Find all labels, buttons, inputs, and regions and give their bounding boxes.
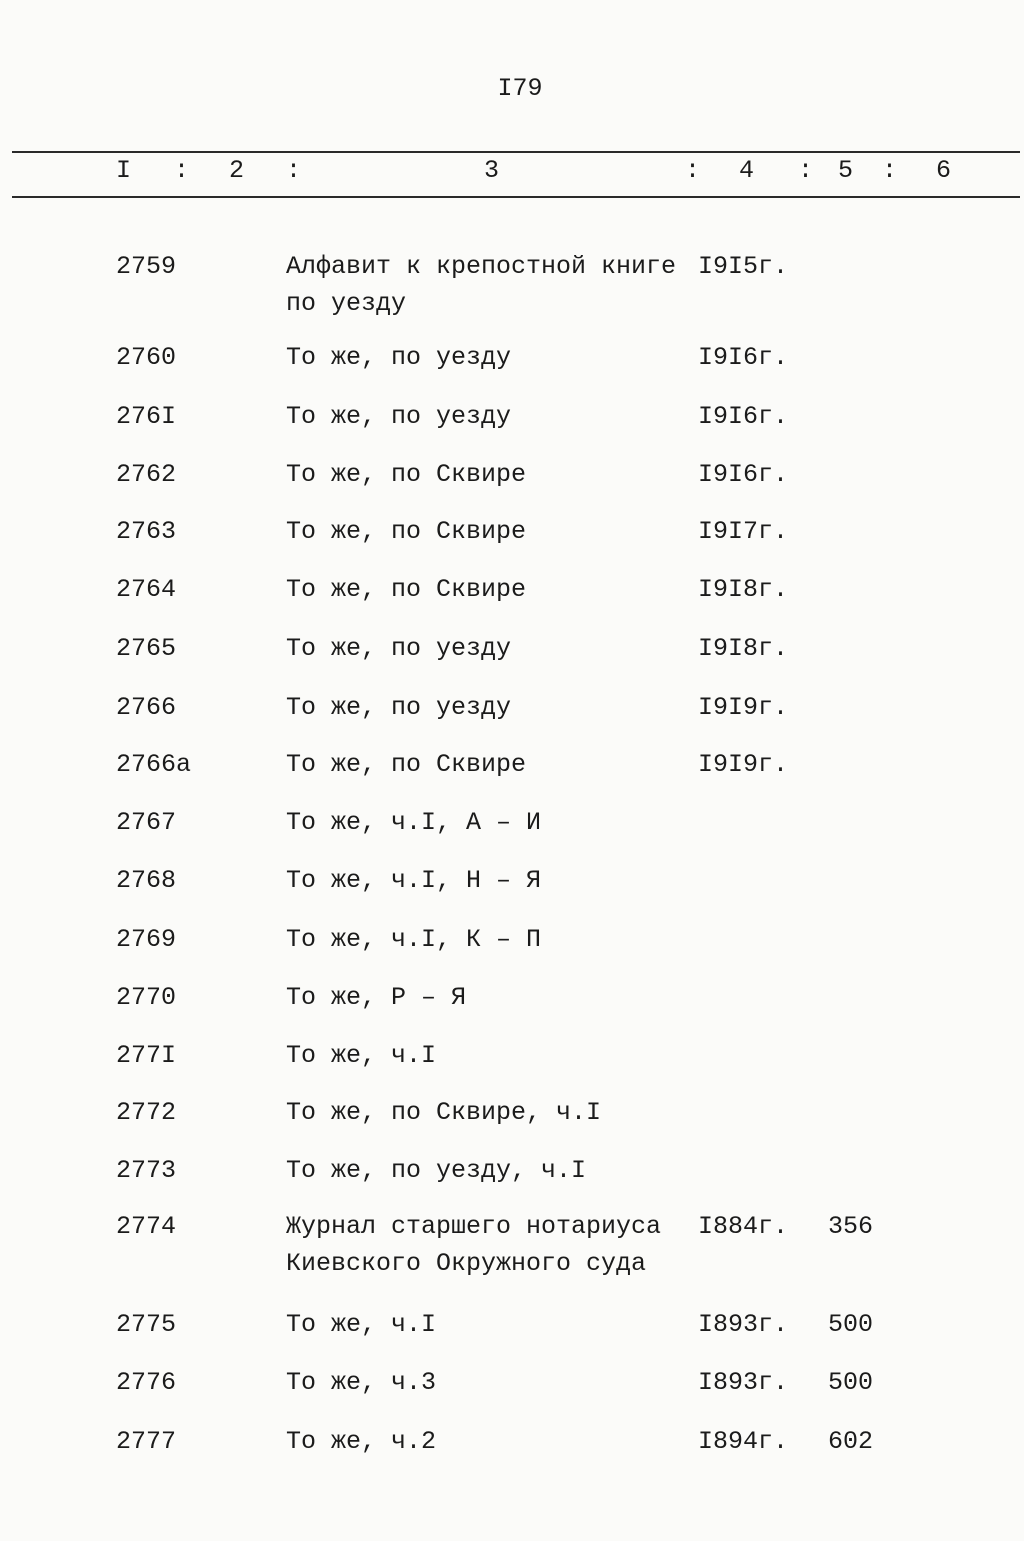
header-col-1: I [116, 156, 132, 185]
item-number: 2766а [116, 750, 192, 779]
header-col-5: 5 [838, 156, 854, 185]
item-number: 2760 [116, 343, 177, 372]
header-col-3: 3 [484, 156, 500, 185]
item-page-count: 500 [828, 1310, 874, 1339]
header-separator: : [882, 156, 898, 185]
header-separator: : [685, 156, 701, 185]
item-year: I9I8г. [698, 634, 789, 663]
description-line: То же, по уезду, ч.I [286, 1156, 587, 1185]
item-number: 2764 [116, 575, 177, 604]
description-line: То же, ч.I, Н – Я [286, 866, 542, 895]
item-year: I9I6г. [698, 402, 789, 431]
item-description [286, 339, 686, 376]
item-year: I9I6г. [698, 460, 789, 489]
item-page-count: 602 [828, 1427, 874, 1456]
description-line: То же, Р – Я [286, 983, 467, 1012]
header-separator: : [798, 156, 814, 185]
description-line: То же, по Сквире [286, 517, 527, 546]
description-line: То же, по Сквире, ч.I [286, 1098, 602, 1127]
item-number: 2770 [116, 983, 177, 1012]
item-page-count: 500 [828, 1368, 874, 1397]
item-number: 2759 [116, 252, 177, 281]
item-description [286, 1152, 686, 1189]
item-number: 276I [116, 402, 177, 431]
item-description [286, 1364, 686, 1401]
header-separator: : [174, 156, 190, 185]
header-top-rule [12, 151, 1020, 153]
item-year: I893г. [698, 1310, 789, 1339]
description-line: Алфавит к крепостной книге [286, 252, 677, 281]
description-line: Киевского Окружного суда [286, 1249, 647, 1278]
item-description [286, 689, 686, 726]
description-line: по уезду [286, 289, 407, 318]
item-page-count: 356 [828, 1212, 874, 1241]
header-col-2: 2 [229, 156, 245, 185]
item-description [286, 1037, 686, 1074]
item-description [286, 1208, 686, 1282]
item-description [286, 398, 686, 435]
description-line: Журнал старшего нотариуса [286, 1212, 662, 1241]
description-line: То же, по уезду [286, 343, 512, 372]
description-line: То же, по Сквире [286, 460, 527, 489]
header-col-4: 4 [739, 156, 755, 185]
item-number: 2769 [116, 925, 177, 954]
item-description [286, 1423, 686, 1460]
item-description [286, 571, 686, 608]
item-description [286, 630, 686, 667]
description-line: То же, ч.I, А – И [286, 808, 542, 837]
item-year: I894г. [698, 1427, 789, 1456]
item-number: 2777 [116, 1427, 177, 1456]
item-number: 2762 [116, 460, 177, 489]
item-year: I9I5г. [698, 252, 789, 281]
item-description [286, 1306, 686, 1343]
description-line: То же, ч.I, К – П [286, 925, 542, 954]
item-number: 2772 [116, 1098, 177, 1127]
item-description [286, 1094, 686, 1131]
description-line: То же, по Сквире [286, 575, 527, 604]
header-bottom-rule [12, 196, 1020, 198]
item-number: 277I [116, 1041, 177, 1070]
description-line: То же, по уезду [286, 693, 512, 722]
item-year: I893г. [698, 1368, 789, 1397]
item-description [286, 979, 686, 1016]
item-description [286, 513, 686, 550]
description-line: То же, ч.2 [286, 1427, 437, 1456]
item-number: 2763 [116, 517, 177, 546]
page-number: I79 [497, 74, 543, 103]
header-separator: : [286, 156, 302, 185]
description-line: То же, по уезду [286, 402, 512, 431]
item-year: I9I6г. [698, 343, 789, 372]
item-number: 2765 [116, 634, 177, 663]
item-number: 2768 [116, 866, 177, 895]
description-line: То же, по Сквире [286, 750, 527, 779]
item-description [286, 248, 686, 322]
header-col-6: 6 [936, 156, 952, 185]
item-description [286, 456, 686, 493]
description-line: То же, ч.I [286, 1310, 437, 1339]
item-description [286, 746, 686, 783]
description-line: То же, по уезду [286, 634, 512, 663]
item-year: I9I8г. [698, 575, 789, 604]
item-number: 2766 [116, 693, 177, 722]
item-number: 2774 [116, 1212, 177, 1241]
description-line: То же, ч.I [286, 1041, 437, 1070]
item-year: I9I9г. [698, 750, 789, 779]
item-year: I884г. [698, 1212, 789, 1241]
item-description [286, 862, 686, 899]
item-number: 2767 [116, 808, 177, 837]
item-year: I9I7г. [698, 517, 789, 546]
item-description [286, 921, 686, 958]
item-description [286, 804, 686, 841]
description-line: То же, ч.3 [286, 1368, 437, 1397]
item-number: 2775 [116, 1310, 177, 1339]
item-number: 2776 [116, 1368, 177, 1397]
item-number: 2773 [116, 1156, 177, 1185]
item-year: I9I9г. [698, 693, 789, 722]
